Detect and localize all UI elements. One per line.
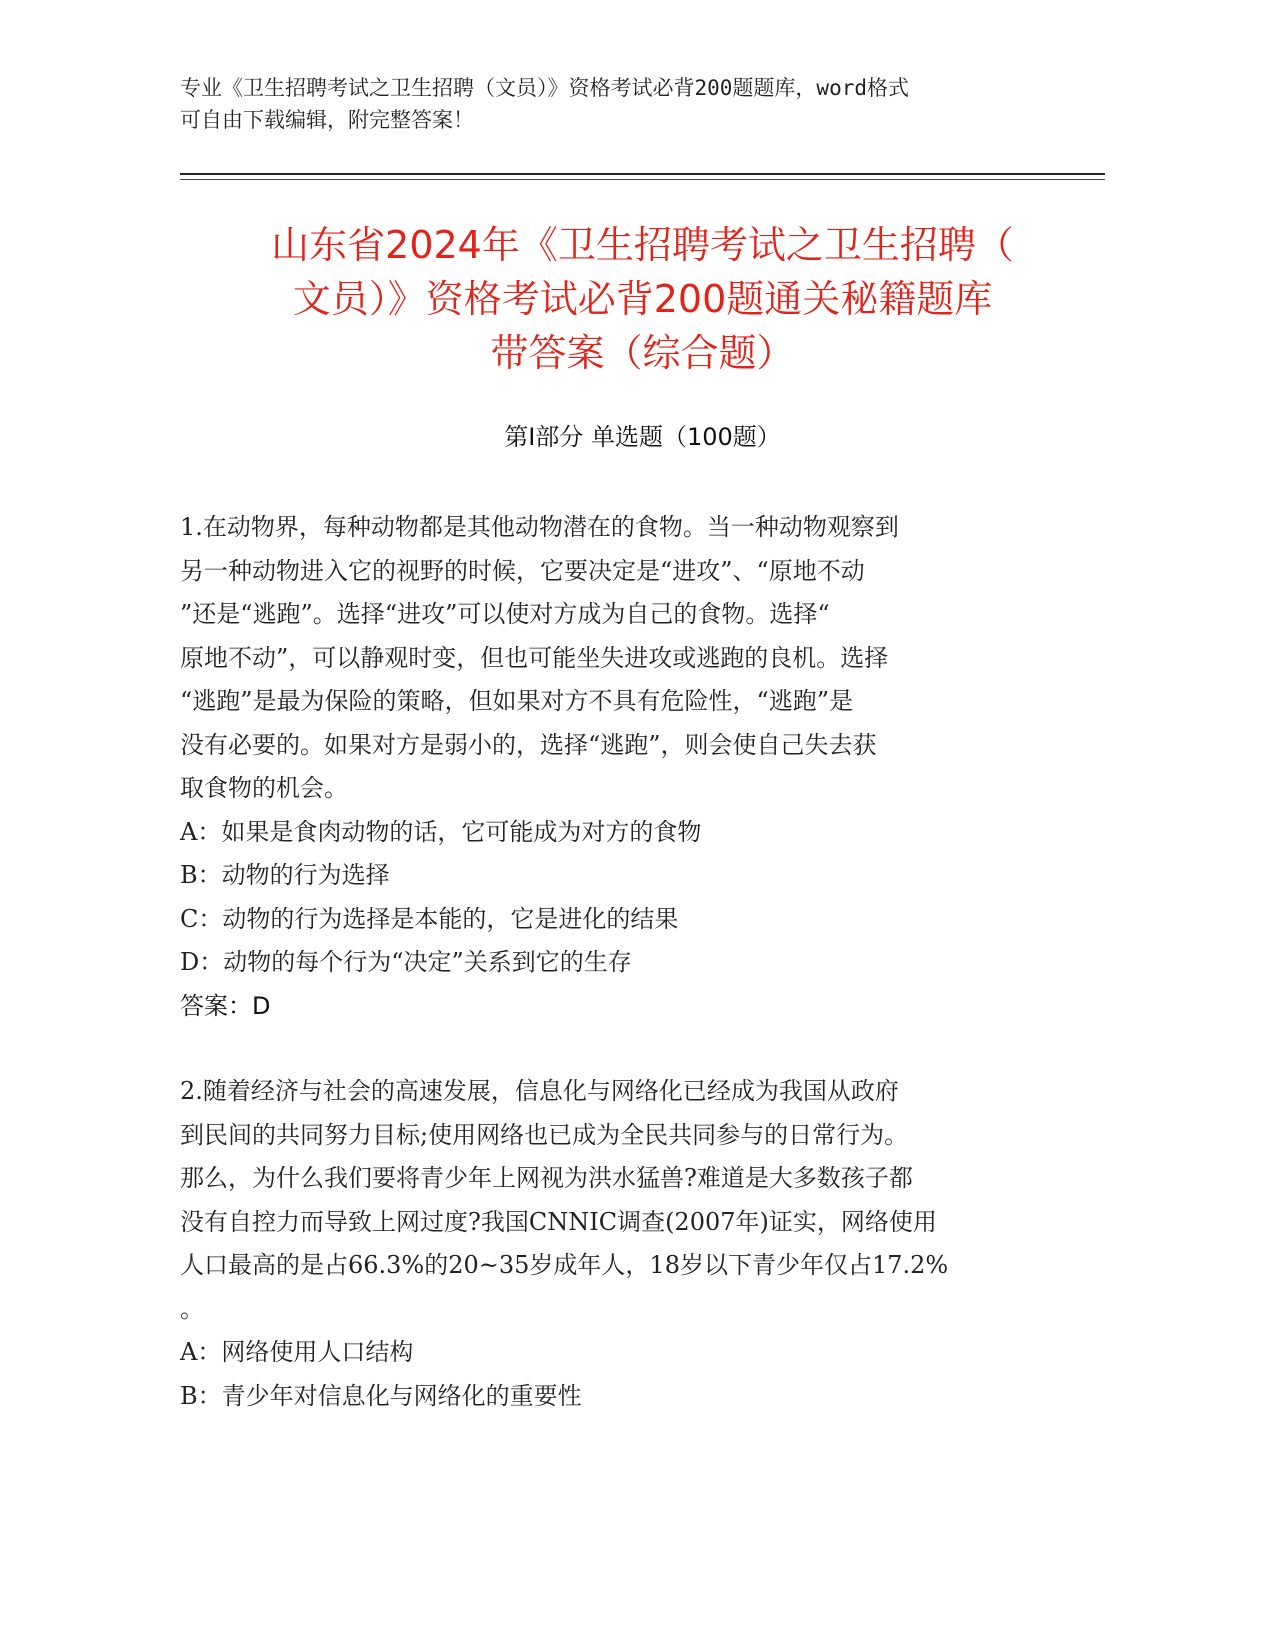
question-stem-line: 1.在动物界，每种动物都是其他动物潜在的食物。当一种动物观察到 bbox=[180, 513, 899, 541]
question-1 bbox=[180, 506, 1080, 1028]
title-line: 文员）》资格考试必背200题通关秘籍题库 bbox=[292, 277, 993, 321]
question-stem-line: 到民间的共同努力目标;使用网络也已成为全民共同参与的日常行为。 bbox=[180, 1120, 909, 1149]
question-stem-line: ”还是“逃跑”。选择“进攻”可以使对方成为自己的食物。选择“ bbox=[180, 600, 830, 628]
title-line: 带答案（综合题） bbox=[490, 331, 795, 375]
question-stem-line: 那么，为什么我们要将青少年上网视为洪水猛兽?难道是大多数孩子都 bbox=[180, 1164, 913, 1192]
section-title: 第Ⅰ部分 单选题（100题） bbox=[504, 423, 781, 451]
option-b: B：青少年对信息化与网络化的重要性 bbox=[180, 1381, 582, 1410]
header-divider-thick bbox=[180, 173, 1105, 175]
document-title bbox=[180, 218, 1105, 380]
option-a: A：网络使用人口结构 bbox=[180, 1338, 414, 1366]
question-2 bbox=[180, 1070, 1080, 1418]
question-stem-line: 没有必要的。如果对方是弱小的，选择“逃跑”，则会使自己失去获 bbox=[180, 730, 877, 759]
question-stem-line: 2.随着经济与社会的高速发展，信息化与网络化已经成为我国从政府 bbox=[180, 1077, 899, 1105]
question-stem-line: “逃跑”是最为保险的策略，但如果对方不具有危险性，“逃跑”是 bbox=[180, 687, 854, 715]
header-note-line: 专业《卫生招聘考试之卫生招聘（文员）》资格考试必背200题题库，word格式 bbox=[180, 76, 909, 100]
question-stem-line: 没有自控力而导致上网过度?我国CNNIC调查(2007年)证实，网络使用 bbox=[180, 1207, 937, 1236]
question-stem-line: 原地不动”，可以静观时变，但也可能坐失进攻或逃跑的良机。选择 bbox=[180, 643, 889, 672]
header-divider-thin bbox=[180, 179, 1105, 180]
option-a: A：如果是食肉动物的话，它可能成为对方的食物 bbox=[180, 817, 702, 846]
option-d: D：动物的每个行为“决定”关系到它的生存 bbox=[180, 948, 632, 976]
question-stem-line: 另一种动物进入它的视野的时候，它要决定是“进攻”、“原地不动 bbox=[180, 556, 865, 585]
option-c: C：动物的行为选择是本能的，它是进化的结果 bbox=[180, 904, 679, 933]
question-stem-line: 取食物的机会。 bbox=[180, 774, 348, 802]
answer-label: 答案：D bbox=[180, 991, 271, 1020]
question-stem-line: 人口最高的是占66.3%的20~35岁成年人，18岁以下青少年仅占17.2% bbox=[180, 1251, 949, 1279]
header-note bbox=[180, 72, 1100, 136]
header-note-line: 可自由下载编辑，附完整答案！ bbox=[180, 108, 474, 132]
title-line: 山东省2024年《卫生招聘考试之卫生招聘（ bbox=[271, 223, 1014, 267]
question-stem-line: 。 bbox=[180, 1294, 204, 1323]
option-b: B：动物的行为选择 bbox=[180, 861, 390, 889]
